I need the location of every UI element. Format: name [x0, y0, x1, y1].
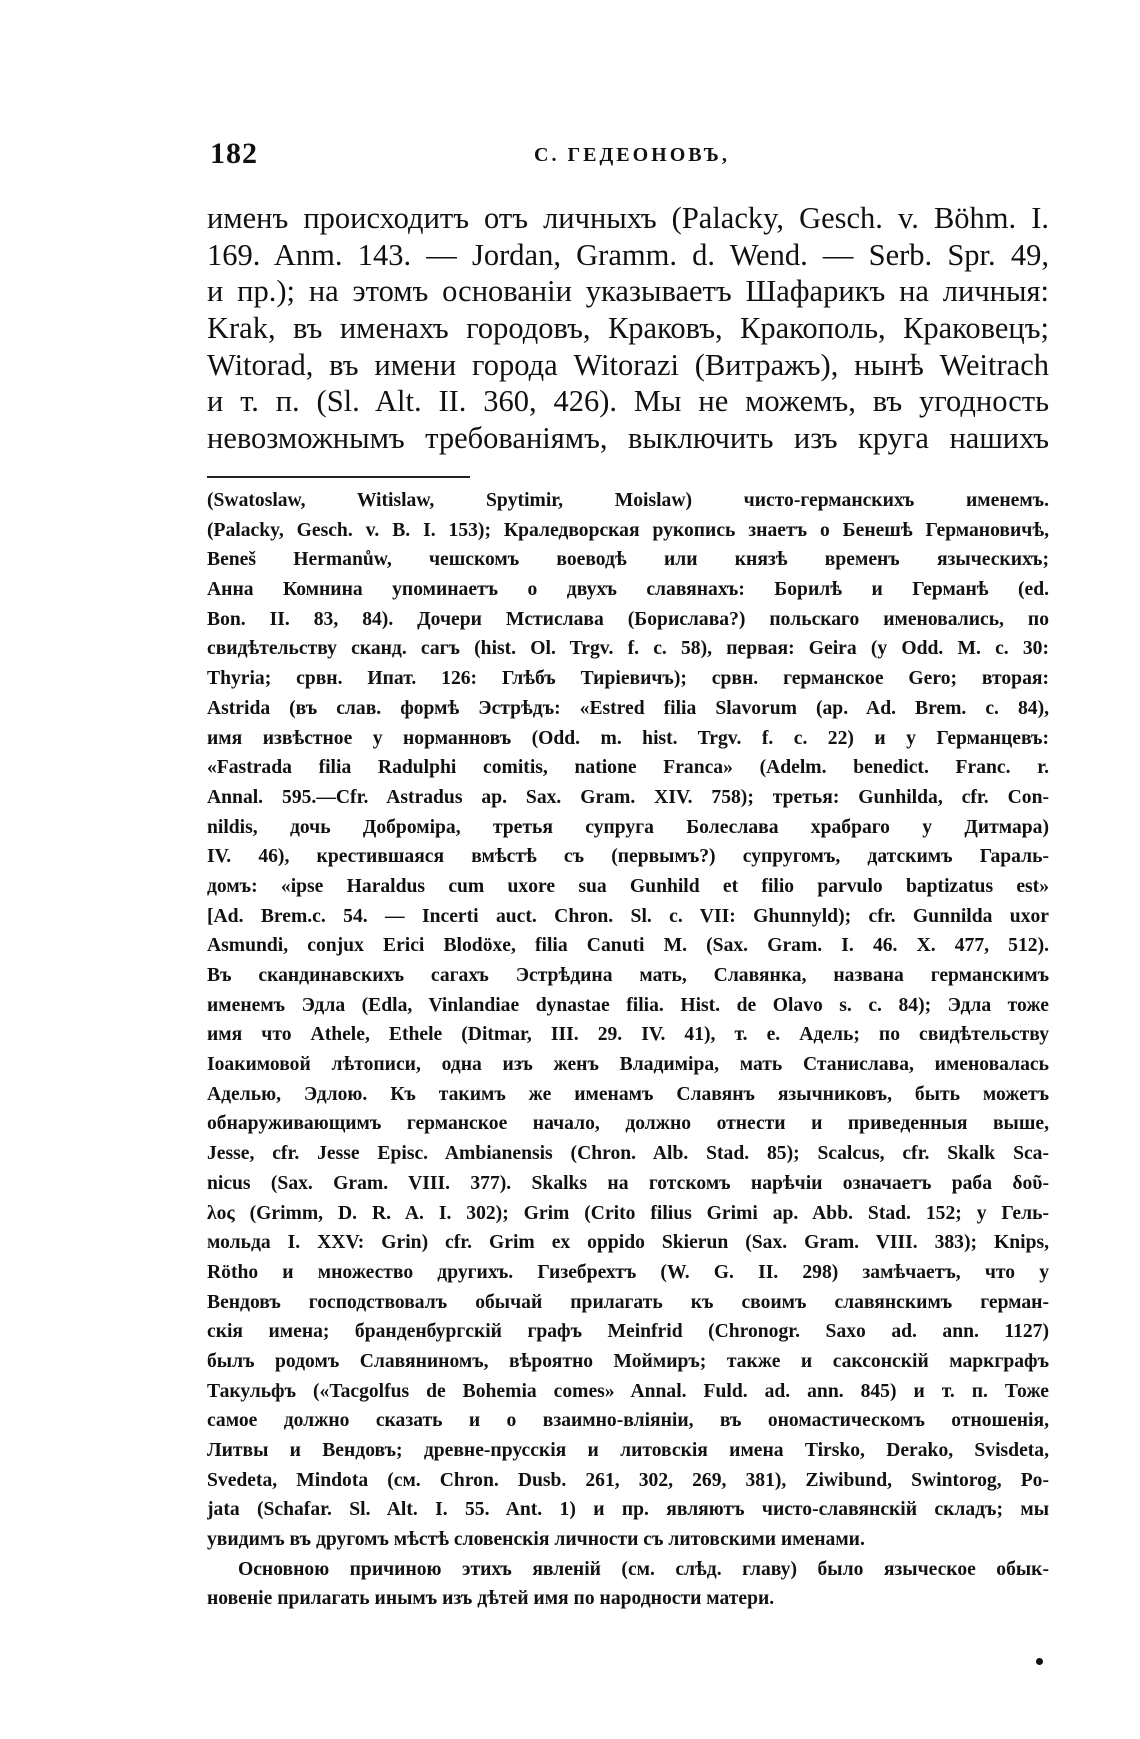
footnote-line: Основною причиною этихъ явленій (см. слѣд. главу) было языческое обык- — [238, 1558, 1049, 1580]
footnote-line: Astrida (въ слав. формѣ Эстрѣдъ: «Estred filia Slavorum (ap. Ad. Brem. c. 84), — [207, 697, 1049, 719]
footnote-line: Asmundi, conjux Erici Blodöxe, filia Canuti M. (Sax. Gram. I. 46. X. 477, 512). — [207, 935, 1049, 957]
footnote-line: Rötho и множество другихъ. Гизебрехтъ (W. G. II. 298) замѣчаетъ, что у — [207, 1261, 1049, 1283]
main-text-line: Krak, въ именахъ городовъ, Краковъ, Кракополь, Краковецъ; — [207, 311, 1049, 346]
footnote-rule — [207, 476, 470, 478]
footnote-line: былъ родомъ Славяниномъ, вѣроятно Моймиръ; также и саксонскій маркграфъ — [207, 1350, 1049, 1372]
footnote-line: Аделью, Эдлою. Къ такимъ же именамъ Славянъ язычниковъ, быть можетъ — [207, 1083, 1049, 1105]
main-text-line: и пр.); на этомъ основаніи указываетъ Шафарикъ на личныя: — [207, 274, 1049, 309]
footnote-line: «Fastrada filia Radulphi comitis, natione Franca» (Adelm. benedict. Franc. r. — [207, 757, 1049, 779]
main-text-line: Witorad, въ имени города Witorazi (Витражъ), нынѣ Weitrach — [207, 347, 1049, 382]
footnote-line: Въ скандинавскихъ сагахъ Эстрѣдина мать, Славянка, названа германскимъ — [207, 965, 1049, 986]
footnote-line: [Ad. Brem.c. 54. — Incerti auct. Chron. Sl. c. VII: Ghunnyld); cfr. Gunnilda uxor — [207, 905, 1049, 927]
footnote-line: Annal. 595.—Cfr. Astradus ap. Sax. Gram. XIV. 758); третья: Gunhilda, cfr. Con- — [207, 786, 1049, 808]
footnote-line: (Swatoslaw, Witislaw, Spytimir, Moislaw) чисто-германскихъ именемъ. — [207, 490, 1049, 511]
footnote-line: Bon. II. 83, 84). Дочери Мстислава (Борислава?) польскаго именовались, по — [207, 608, 1049, 630]
main-text — [207, 200, 1049, 457]
footnote-line: Вендовъ господствовалъ обычай прилагать къ своимъ славянскимъ герман- — [207, 1291, 1049, 1313]
footnote-line: λος (Grimm, D. R. A. I. 302); Grim (Crito filius Grimi ap. Abb. Stad. 152; у Гель- — [207, 1202, 1049, 1224]
footnote-line: Jesse, cfr. Jesse Episc. Ambianensis (Chron. Alb. Stad. 85); Scalcus, cfr. Skalk Sca- — [207, 1143, 1049, 1165]
footnote-line: самое должно сказать и о взаимно-вліяніи, въ ономастическомъ отношенія, — [207, 1410, 1049, 1432]
footnote-line: Thyria; срвн. Ипат. 126: Глѣбъ Тирiевичъ); срвн. германское Gero; вторая: — [207, 668, 1049, 690]
footnote-line: Svedeta, Mindota (см. Chron. Dusb. 261, 302, 269, 381), Ziwibund, Swintorog, Po- — [207, 1469, 1049, 1491]
footnote-line: Анна Комнина упоминаетъ о двухъ славянахъ: Борилѣ и Германѣ (ed. — [207, 579, 1049, 601]
footnote-line: имя извѣстное у норманновъ (Odd. m. hist. Trgv. f. c. 22) и у Германцевъ: — [207, 727, 1049, 749]
footnote-line: IV. 46), крестившаяся вмѣстѣ съ (первымъ?) супругомъ, датскимъ Гараль- — [207, 846, 1049, 868]
footnote-line: свидѣтельству сканд. сагъ (hist. Ol. Trgv. f. c. 58), первая: Geira (у Odd. M. c. 30: — [207, 638, 1049, 660]
footnote-line: nicus (Sax. Gram. VIII. 377). Skalks на готскомъ нарѣчіи означаетъ раба δοῦ- — [207, 1172, 1049, 1194]
footnote-line: Литвы и Вендовъ; древне-прусскія и литовскія имена Tirsko, Derako, Svisdeta, — [207, 1440, 1049, 1461]
page-number: 182 — [210, 137, 258, 170]
footnote-line: мольда I. XXV: Grin) cfr. Grim ex oppido Skierun (Sax. Gram. VIII. 383); Knips, — [207, 1232, 1049, 1254]
footnote-line: jata (Schafar. Sl. Alt. I. 55. Ant. 1) и пр. являютъ чисто-славянскій складъ; мы — [207, 1499, 1049, 1521]
footnote — [207, 486, 1049, 1614]
footnote-line: Такульфъ («Tacgolfus de Bohemia comes» Annal. Fuld. ad. ann. 845) и т. п. Тоже — [207, 1380, 1049, 1402]
footnote-line: домъ: «ipse Haraldus cum uxore sua Gunhild et filio parvulo baptizatus est» — [207, 875, 1049, 897]
footnote-line: имя что Athele, Ethele (Ditmar, III. 29. IV. 41), т. е. Адель; по свидѣтельству — [207, 1024, 1049, 1046]
margin-dot — [1036, 1658, 1043, 1665]
footnote-line: именемъ Эдла (Edla, Vinlandiae dynastae filia. Hist. de Olavo s. c. 84); Эдла тоже — [207, 994, 1049, 1016]
footnote-line: (Palacky, Gesch. v. B. I. 153); Краледворская рукопись знаетъ о Бенешѣ Германовичѣ, — [207, 519, 1049, 541]
footnote-line: обнаруживающимъ германское начало, должно отнести и приведенныя выше, — [207, 1113, 1049, 1135]
main-text-line: и т. п. (Sl. Alt. II. 360, 426). Мы не можемъ, въ угодность — [207, 384, 1049, 419]
footnote-line: Beneš Hermanůw, чешскомъ воеводѣ или князѣ временъ языческихъ; — [207, 549, 1049, 571]
footnote-line: увидимъ въ другомъ мѣстѣ словенскія личности съ литовскими именами. — [207, 1529, 865, 1551]
footnote-line: Іоакимовой лѣтописи, одна изъ женъ Владиміра, мать Станислава, именовалась — [207, 1054, 1049, 1076]
main-text-line: 169. Anm. 143. — Jordan, Gramm. d. Wend. — Serb. Spr. 49, — [207, 237, 1049, 272]
footnote-line: новеніе прилагать инымъ изъ дѣтей имя по народности матери. — [207, 1588, 775, 1610]
running-head: С. ГЕДЕОНОВЪ, — [534, 144, 730, 166]
footnote-line: скія имена; бранденбургскій графъ Meinfrid (Chronogr. Saxo ad. ann. 1127) — [207, 1321, 1049, 1343]
main-text-line: невозможнымъ требованіямъ, выключить изъ круга нашихъ — [207, 421, 1049, 456]
footnote-line: nildis, дочь Добромiра, третья супруга Болеслава храбраго у Дитмара) — [207, 816, 1049, 838]
main-text-line: именъ происходитъ отъ личныхъ (Palacky, Gesch. v. Böhm. I. — [207, 201, 1049, 235]
